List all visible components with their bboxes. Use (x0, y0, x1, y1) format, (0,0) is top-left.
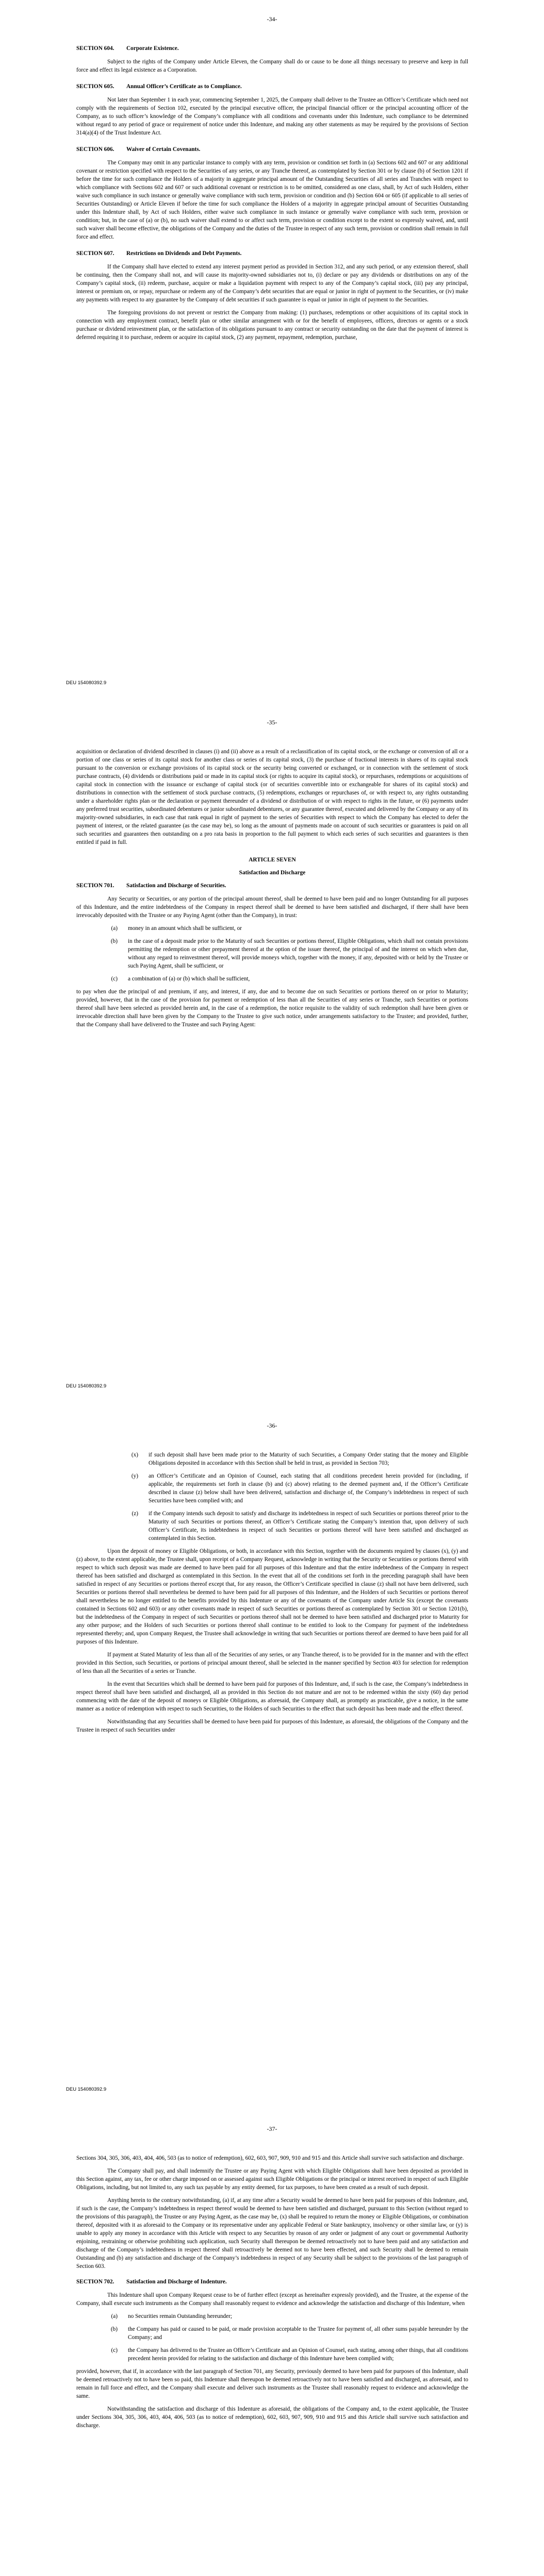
paragraph: Sections 304, 305, 306, 403, 404, 406, 503 (as to notice of redemption), 602, 603, 907, 909, 910 and 915 and this Article shall survive such satisfaction and discharge. (76, 2155, 464, 2161)
item-label: (c) (111, 976, 118, 982)
list-item (76, 1472, 468, 1505)
list-item (76, 2325, 468, 2342)
article-subtitle: Satisfaction and Discharge (239, 870, 306, 876)
list-item (76, 924, 468, 933)
section-heading (76, 145, 468, 154)
item-text: the Company has delivered to the Trustee an Officer’s Certificate and an Opinion of Counsel, each stating, among other things, that all conditions precedent herein provided for relating to the satisfaction and discharge of this Indenture have been complied with; (128, 2347, 468, 2362)
paragraph: In the event that Securities which shall be deemed to have been paid for purposes of this Indenture, and, if such is the case, the Company’s indebtedness in respect thereof shall have been satisfied and discharged, all as provided in this Section do not mature and are not to be redeemed within the sixty (60) day period commencing with the date of the deposit of moneys or Eligible Obligations, as aforesaid, the Company shall, as promptly as practicable, give a notice, in the same manner as a notice of redemption with respect to such Securities, to the Holders of such Securities to the effect that such deposit has been made and the effect thereof. (76, 1681, 468, 1712)
article-title: ARTICLE SEVEN (249, 857, 296, 863)
item-text: if the Company intends such deposit to satisfy and discharge its indebtedness in respect of such Securities or portions thereof prior to the Maturity of such Securities or portions thereof, an Officer’s Certificate stating the Company’s intention that, upon delivery of such Officer’s Certificate, its indebtedness in respect of such Securities or portions thereof will have been satisfied and discharged as contemplated in this Section. (149, 1511, 468, 1541)
item-text: in the case of a deposit made prior to the Maturity of such Securities or portions thereof, Eligible Obligations, which shall not contain provisions permitting the redemption or other prepayment thereof at the option of the issuer thereof, the principal of and the interest on which when due, without any regard to reinvestment thereof, will provide moneys which, together with the money, if any, deposited with or held by the Trustee or such Paying Agent, shall be sufficient, or (128, 938, 468, 969)
item-label: (x) (131, 1452, 138, 1458)
paragraph: The Company shall pay, and shall indemnify the Trustee or any Paying Agent with which Eligible Obligations shall have been deposited as provided in this Section against, any tax, fee or other charge imposed on or assessed against such Eligible Obligations or the principal or interest received in respect of such Eligible Obligations, including, but not limited to, any such tax payable by any entity deemed, for tax purposes, to have been created as a result of such deposit. (76, 2168, 468, 2191)
section-number: SECTION 607. (76, 250, 114, 257)
item-text: an Officer’s Certificate and an Opinion of Counsel, each stating that all conditions precedent herein provided for (including, if applicable, the requirements set forth in clause (b) and (c) above) relating to the deemed payment and, if the Officer’s Certificate described in clause (z) below shall have been delivered, satisfaction and discharge of, the Company’s indebtedness in respect of such Securities have been complied with; and (149, 1473, 468, 1504)
paragraph: The Company may omit in any particular instance to comply with any term, provision or condition set forth in (a) Sections 602 and 607 or any additional covenant or restriction specified with respect to the Securities of any series, or any Tranche thereof, as contemplated by Section 301 or by clause (b) of Section 1201 if before the time for such compliance the Holders of a majority in aggregate principal amount of the Outstanding Securities of all series and Tranches with respect to which compliance with Sections 602 and 607 or such additional covenant or restriction is to be omitted, considered as one class, shall, by Act of such Holders, either waive such compliance in such instance or generally waive compliance with such term, provision or condition and (b) Section 604 or 605 (if applicable to all series of Securities Outstanding) or Article Eleven if before the time for such compliance the Holders of a majority in aggregate principal amount of Securities Outstanding under this Indenture shall, by Act of such Holders, either waive such compliance in such instance or generally waive compliance with such term, provision or condition; but, in the case of (a) or (b), no such waiver shall extend to or affect such term, provision or condition except to the extent so expressly waived, and, until such waiver shall become effective, the obligations of the Company and the duties of the Trustee in respect of any such term, provision or condition shall remain in full force and effect. (76, 160, 468, 240)
section-title: Corporate Existence. (126, 45, 179, 52)
page-35 (0, 703, 544, 1406)
section-title: Satisfaction and Discharge of Securities. (126, 883, 226, 889)
section-number: SECTION 604. (76, 45, 114, 52)
item-label: (c) (111, 2347, 118, 2353)
document-id: DEU 154080392.9 (66, 1383, 107, 1389)
item-text: money in an amount which shall be sufficient, or (128, 925, 242, 931)
paragraph: The foregoing provisions do not prevent or restrict the Company from making: (1) purchases, redemptions or other acquisitions of its capital stock in connection with any employment contract, benefit plan or other similar arrangement with or for the benefit of employees, officers, directors or agents or a stock purchase or dividend reinvestment plan, or the satisfaction of its obligations pursuant to any contract or security outstanding on the date that the payment of interest is deferred requiring it to purchase, redeem or acquire its capital stock, (2) any payment, repayment, redemption, purchase, (76, 310, 468, 341)
page-34 (0, 0, 544, 703)
item-label: (b) (110, 2326, 118, 2332)
section-heading (76, 82, 468, 91)
page-body (76, 748, 468, 1033)
paragraph: Any Security or Securities, or any portion of the principal amount thereof, shall be deemed to have been paid and no longer Outstanding for all purposes of this Indenture, and the entire indebtedness of the Company in respect thereof shall be deemed to have been satisfied and discharged, if there shall have been irrevocably deposited with the Trustee or any Paying Agent (other than the Company), in trust: (76, 896, 468, 919)
item-label: (z) (131, 1511, 138, 1517)
section-heading (76, 249, 468, 258)
item-label: (a) (111, 2313, 118, 2319)
section-title: Waiver of Certain Covenants. (126, 146, 201, 152)
paragraph: to pay when due the principal of and premium, if any, and interest, if any, due and to become due on such Securities or portions thereof on or prior to Maturity; provided, however, that in the case of the provision for payment or redemption of less than all the Securities of any series or Tranche, such Securities or portions thereof shall have been selected as provided herein and, in the case of a redemption, the notice requisite to the validity of such redemption shall have been given or irrevocable direction shall have been given by the Company to the Trustee to give such notice, under arrangements satisfactory to the Trustee; and provided, further, that the Company shall have delivered to the Trustee and such Paying Agent: (76, 989, 468, 1028)
section-title: Satisfaction and Discharge of Indenture. (126, 2279, 227, 2285)
item-text: the Company has paid or caused to be paid, or made provision acceptable to the Trustee for payment of, all other sums payable hereunder by the Company; and (128, 2326, 468, 2341)
section-heading (76, 44, 468, 53)
item-text: no Securities remain Outstanding hereunder; (128, 2313, 233, 2319)
page-body (76, 1451, 468, 1739)
section-number: SECTION 605. (76, 83, 114, 90)
paragraph: This Indenture shall upon Company Request cease to be of further effect (except as hereinafter expressly provided), and the Trustee, at the expense of the Company, shall execute such instruments as the Company shall reasonably request to evidence and acknowledge the satisfaction and discharge of this Indenture, when (76, 2292, 468, 2307)
list-item (76, 2346, 468, 2363)
page-body (76, 44, 468, 346)
paragraph: Notwithstanding that any Securities shall be deemed to have been paid for purposes of this Indenture, as aforesaid, the obligations of the Company and the Trustee in respect of such Securities under (76, 1719, 468, 1733)
section-number: SECTION 702. (76, 2279, 114, 2285)
page-number: -36- (267, 1422, 277, 1429)
list-item (76, 2312, 468, 2320)
page-body (76, 2154, 468, 2434)
item-label: (a) (111, 925, 118, 931)
page-37 (0, 2110, 544, 2576)
page-number: -35- (267, 719, 277, 726)
document-id: DEU 154080392.9 (66, 2087, 107, 2092)
section-title: Annual Officer’s Certificate as to Compliance. (126, 83, 242, 90)
page-36 (0, 1406, 544, 2110)
paragraph: If payment at Stated Maturity of less than all of the Securities of any series, or any Tranche thereof, is to be provided for in the manner and with the effect provided in this Section, such Securities, or portions of principal amount thereof, shall be selected in the manner specified by Section 403 for selection for redemption of less than all the Securities of a series or Tranche. (76, 1652, 468, 1674)
section-number: SECTION 701. (76, 883, 114, 889)
item-text: a combination of (a) or (b) which shall be sufficient, (128, 976, 250, 982)
item-label: (y) (131, 1473, 138, 1479)
list-item (76, 937, 468, 970)
section-heading (76, 882, 468, 890)
paragraph: Subject to the rights of the Company under Article Eleven, the Company shall do or cause to be done all things necessary to preserve and keep in full force and effect its legal existence as a Corporation. (76, 59, 468, 73)
item-text: if such deposit shall have been made prior to the Maturity of such Securities, a Company Order stating that the money and Eligible Obligations deposited in accordance with this Section shall be held in trust, as provided in Section 703; (149, 1452, 468, 1466)
list-item (76, 975, 468, 983)
section-heading (76, 2278, 468, 2286)
paragraph: Notwithstanding the satisfaction and discharge of this Indenture as aforesaid, the obligations of the Company and, to the extent applicable, the Trustee under Sections 304, 305, 306, 403, 404, 406, 503 (as to notice of redemption), 602, 603, 907, 909, 910 and 915 and this Article shall survive such satisfaction and discharge. (76, 2406, 468, 2429)
paragraph: If the Company shall have elected to extend any interest payment period as provided in Section 312, and any such period, or any extension thereof, shall be continuing, then the Company shall not, and will cause its majority-owned subsidiaries not to, (i) declare or pay any dividends or distributions on any of the Company’s capital stock, (ii) redeem, purchase, acquire or make a liquidation payment with respect to any of the Company’s capital stock, (iii) pay any principal, interest or premium on, or repay, repurchase or redeem any of the Company’s debt securities that are equal or junior in right of payment to the Securities, or (iv) make any payments with respect to any guarantee by the Company of debt securities if such guarantee is equal or junior in right of payment to the Securities. (76, 264, 468, 303)
section-title: Restrictions on Dividends and Debt Payments. (126, 250, 242, 257)
paragraph: Upon the deposit of money or Eligible Obligations, or both, in accordance with this Section, together with the documents required by clauses (x), (y) and (z) above, to the extent applicable, the Trustee shall, upon receipt of a Company Request, acknowledge in writing that the Security or Securities or portions thereof with respect to which such deposit was made are deemed to have been paid for all purposes of this Indenture and that the entire indebtedness of the Company in respect thereof has been satisfied and discharged as contemplated in this Section. In the event that all of the conditions set forth in the preceding paragraph shall have been satisfied in respect of any Securities or portions thereof except that, for any reason, the Officer’s Certificate specified in clause (z) shall not have been delivered, such Securities or portions thereof shall nevertheless be deemed to have been paid for all purposes of this Indenture, and the Holders of such Securities or portions thereof shall nevertheless be no longer entitled to the benefits provided by this Indenture or any of the covenants of the Company under Article Six (except the covenants contained in Sections 602 and 603) or any other covenants made in respect of such Securities or portions thereof as contemplated by Section 301 or Section 1201(b), but the indebtedness of the Company in respect of such Securities or portions thereof shall not be deemed to have been satisfied and discharged prior to Maturity for any other purpose; and the Holders of such Securities or portions thereof shall continue to be entitled to look to the Company for payment of the indebtedness represented thereby; and, upon Company Request, the Trustee shall acknowledge in writing that such Securities or portions thereof are deemed to have been paid for all purposes of this Indenture. (76, 1548, 468, 1645)
item-label: (b) (110, 938, 118, 944)
paragraph: Anything herein to the contrary notwithstanding, (a) if, at any time after a Security would be deemed to have been paid for purposes of this Indenture, and, if such is the case, the Company’s indebtedness in respect thereof would be deemed to have been satisfied and discharged, pursuant to this Section (without regard to the provisions of this paragraph), the Trustee or any Paying Agent, as the case may be, (x) shall be required to return the money or Eligible Obligations, or combination thereof, deposited with it as aforesaid to the Company or its representative under any applicable Federal or State bankruptcy, insolvency or other similar law, or (y) is unable to apply any money in accordance with this Article with respect to any Securities by reason of any order or judgment of any court or governmental Authority enjoining, restraining or otherwise prohibiting such application, such Security shall thereupon be deemed retroactively not to have been paid and any satisfaction and discharge of the Company’s indebtedness in respect thereof shall retroactively be deemed not to have been effected, and such Security shall be deemed to remain Outstanding and (b) any satisfaction and discharge of the Company’s indebtedness in respect of any Security shall be subject to the provisions of the last paragraph of Section 603. (76, 2197, 468, 2269)
paragraph: acquisition or declaration of dividend described in clauses (i) and (ii) above as a result of a reclassification of its capital stock, or the exchange or conversion of all or a portion of one class or series of its capital stock for another class or series of its capital stock, (3) the purchase of fractional interests in shares of its capital stock pursuant to the conversion or exchange provisions of its capital stock or the security being converted or exchanged, or in connection with the settlement of stock purchase contracts, (4) dividends or distributions paid or made in its capital stock (or rights to acquire its capital stock), or repurchases, redemptions or acquisitions of capital stock in connection with the issuance or exchange of capital stock (or of securities convertible into or exchangeable for shares of its capital stock) and distributions in connection with the settlement of stock purchase contracts, (5) redemptions, exchanges or repurchases of, or with respect to, any rights outstanding under a shareholder rights plan or the declaration or payment thereunder of a dividend or distribution of or with respect to rights in the future, or (6) payments under any preferred trust securities, subordinated debentures or junior subordinated debentures, or any guarantee thereof, executed and delivered by the Company or any of its majority-owned subsidiaries, in each case that rank equal in right of payment to the series of Securities with respect to which the Company has elected to defer the payment of interest, or the related guarantee (as the case may be), so long as the amount of payments made on account of such securities or guarantees is paid on all such securities and guarantees then outstanding on a pro rata basis in proportion to the full payment to which each series of such securities and guarantees is then entitled if paid in full. (76, 749, 468, 845)
paragraph: provided, however, that if, in accordance with the last paragraph of Section 701, any Security, previously deemed to have been paid for purposes of this Indenture, shall be deemed retroactively not to have been so paid, this Indenture shall thereupon be deemed retroactively not to have been satisfied and discharged, as aforesaid, and to remain in full force and effect, and the Company shall execute and deliver such instruments as the Trustee shall reasonably request to evidence and acknowledge the same. (76, 2368, 468, 2399)
page-number: -34- (267, 15, 277, 23)
page-number: -37- (267, 2125, 277, 2132)
paragraph: Not later than September 1 in each year, commencing September 1, 2025, the Company shall deliver to the Trustee an Officer’s Certificate which need not comply with the requirements of Section 102, executed by the principal executive officer, the principal financial officer or the principal accounting officer of the Company, as to such officer’s knowledge of the Company’s compliance with all conditions and covenants under this Indenture, such compliance to be determined without regard to any period of grace or requirement of notice under this Indenture, and making any other statements as may be required by the provisions of Section 314(a)(4) of the Trust Indenture Act. (76, 97, 468, 136)
list-item (76, 1510, 468, 1543)
section-number: SECTION 606. (76, 146, 114, 152)
document-id: DEU 154080392.9 (66, 680, 107, 686)
list-item (76, 1451, 468, 1467)
